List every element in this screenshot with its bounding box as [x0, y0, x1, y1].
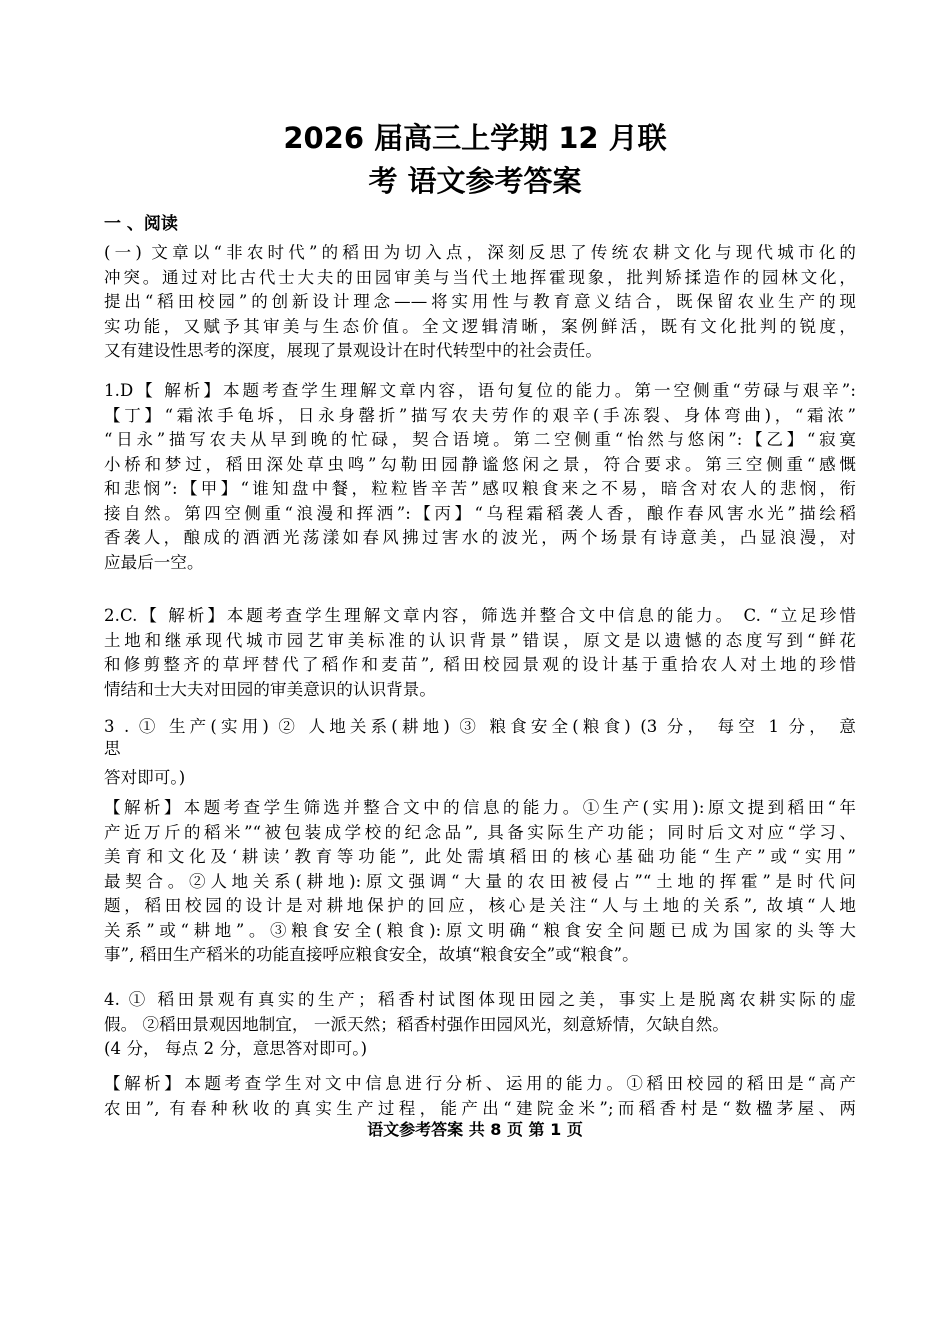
text-line: 答对即可。) — [104, 767, 186, 787]
question-4-answer — [104, 988, 856, 1062]
text-line: 关系”或“耕地”。③粮食安全(粮食):原文明确“粮食安全问题已成为国家的头等大 — [104, 920, 856, 940]
text-line: 产近万斤的稻米”“被包装成学校的纪念品”, 具备实际生产功能；同时后文对应“学习、 — [104, 822, 856, 842]
intro-paragraph — [104, 241, 856, 364]
page-title-line-2: 考 语文参考答案 — [368, 164, 582, 198]
text-line: 美育和文化及‘耕读’教育等功能”, 此处需填稻田的核心基础功能“生产”或“实用” — [104, 847, 856, 866]
question-4-analysis — [104, 1072, 856, 1121]
question-1-answer — [104, 379, 856, 575]
text-line: 农田”, 有春种秋收的真实生产过程，能产出“建院金米”;而稻香村是“数楹茅屋、两 — [104, 1098, 856, 1118]
text-line: 事”, 稻田生产稻米的功能直接呼应粮食安全，故填“粮食安全”或“粮食”。 — [104, 945, 639, 964]
text-line: 小桥和梦过，稻田深处草虫鸣”勾勒田园静谧悠闲之景，符合要求。第三空侧重“感慨 — [104, 454, 856, 474]
page-title-line-1: 2026 届高三上学期 12 月联 — [283, 121, 667, 155]
text-line: 提出“稻田校园”的创新设计理念——将实用性与教育意义结合，既保留农业生产的现 — [104, 292, 856, 311]
text-line: 最契合。②人地关系(耕地):原文强调“大量的农田被侵占”“土地的挥霍”是时代问 — [104, 871, 856, 891]
text-line: 思 — [104, 738, 121, 758]
text-line: (一) 文章以“非农时代”的稻田为切入点，深刻反思了传统农耕文化与现代城市化的 — [104, 243, 856, 262]
text-line: 1.D【 解析】本题考查学生理解文章内容，语句复位的能力。第一空侧重“劳碌与艰辛”: — [104, 381, 856, 400]
text-line: 接自然。第四空侧重“浪漫和挥洒”:【丙】“乌程霜稻袭人香，酿作春风害水光”描绘稻 — [104, 503, 856, 523]
text-line: 香袭人，酿成的酒洒光荡漾如春风拂过害水的波光，两个场景有诗意美，凸显浪漫，对 — [104, 528, 856, 547]
text-line: 【解析】本题考查学生对文中信息进行分析、运用的能力。①稻田校园的稻田是“高产 — [104, 1074, 856, 1093]
text-line: 2.C.【 解析】本题考查学生理解文章内容，筛选并整合文中信息的能力。 C. “立足珍惜 — [104, 606, 856, 625]
text-line: 实功能，又赋予其审美与生态价值。全文逻辑清晰，案例鲜活，既有文化批判的锐度， — [104, 316, 856, 336]
text-line: 假。 ②稻田景观因地制宜， 一派天然；稻香村强作田园风光，刻意矫情，欠缺自然。 — [104, 1014, 729, 1034]
text-line: 4. ① 稻田景观有真实的生产；稻香村试图体现田园之美，事实上是脱离农耕实际的虚 — [104, 990, 856, 1009]
text-line: 冲突。通过对比古代士大夫的田园审美与当代土地挥霍现象，批判矫揉造作的园林文化， — [104, 267, 856, 287]
section-heading-reading: 一 、阅读 — [104, 214, 178, 234]
question-2-answer — [104, 604, 856, 702]
text-line: 【解析】本题考查学生筛选并整合文中的信息的能力。①生产(实用):原文提到稻田“年 — [104, 798, 856, 817]
question-3-analysis — [104, 796, 856, 968]
text-line: 和悲悯”:【甲】“谁知盘中餐，粒粒皆辛苦”感叹粮食来之不易，暗含对农人的悲悯，衔 — [104, 479, 856, 498]
text-line: “日永”描写农夫从早到晚的忙碌，契合语境。第二空侧重“怡然与悠闲”:【乙】“寂寞 — [104, 430, 856, 449]
question-3-answer — [104, 715, 856, 790]
text-line: 和修剪整齐的草坪替代了稻作和麦苗”, 稻田校园景观的设计基于重拾农人对土地的珍惜 — [104, 655, 856, 674]
text-line: 情结和士大夫对田园的审美意识的认识背景。 — [104, 679, 436, 699]
page-footer: 语文参考答案 共 8 页 第 1 页 — [367, 1120, 583, 1139]
text-line: 又有建设性思考的深度，展现了景观设计在时代转型中的社会责任。 — [104, 341, 602, 360]
text-line: 【丁】“霜浓手龟坼，日永身罄折”描写农夫劳作的艰辛(手冻裂、身体弯曲)，“霜浓” — [104, 405, 856, 425]
text-line: 土地和继承现代城市园艺审美标准的认识背景”错误，原文是以遗憾的态度写到“鲜花 — [104, 630, 856, 650]
text-line: 题，稻田校园的设计是对耕地保护的回应，核心是关注“人与土地的关系”, 故填“人地 — [104, 896, 856, 915]
text-line: (4 分， 每点 2 分，意思答对即可。) — [104, 1039, 368, 1058]
text-line: 应最后一空。 — [104, 552, 204, 572]
text-line: 3 . ① 生产(实用) ② 人地关系(耕地) ③ 粮食安全(粮食) (3 分， 每空 1 分， 意 — [104, 717, 856, 736]
